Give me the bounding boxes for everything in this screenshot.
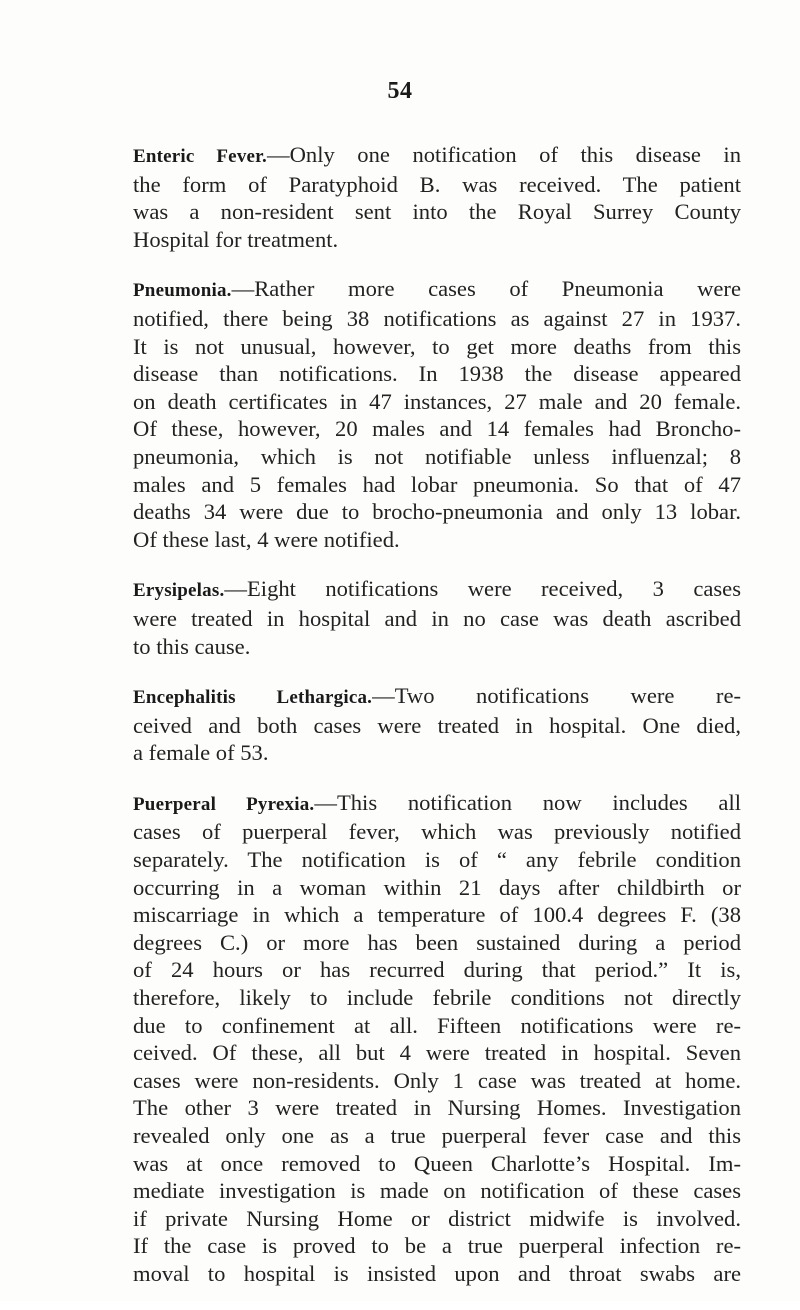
text-line: the form of Paratyphoid B. was received. The patient [133, 171, 741, 197]
document-body [133, 141, 741, 1310]
text-line: males and 5 females had lobar pneumonia. So that of 47 [133, 471, 741, 497]
text-line: disease than notifications. In 1938 the disease appeared [133, 361, 741, 387]
text-line: Hospital for treatment. [133, 226, 339, 252]
text-line: was at once removed to Queen Charlotte’s Hospital. Im- [133, 1150, 741, 1176]
text-line: pneumonia, which is not notifiable unless influenzal; 8 [133, 443, 741, 469]
text-line: Of these last, 4 were notified. [133, 526, 400, 552]
text-line: due to confinement at all. Fifteen notifications were re- [133, 1012, 741, 1038]
text-line: Erysipelas.—Eight notifications were received, 3 cases [133, 576, 741, 602]
text-line: were treated in hospital and in no case was death ascribed [133, 605, 741, 631]
text-line: Encephalitis Lethargica.—Two notifications were re- [133, 683, 741, 709]
paragraph-pneumonia [133, 275, 741, 553]
text-line: cases of puerperal fever, which was previously notified [133, 819, 741, 845]
text-line: was a non-resident sent into the Royal Surrey County [133, 199, 741, 225]
page-number: 54 [387, 78, 413, 104]
text-line: therefore, likely to include febrile conditions not directly [133, 985, 741, 1011]
section-heading: Puerperal Pyrexia. [133, 793, 315, 815]
text-line: degrees C.) or more has been sustained during a period [133, 929, 741, 955]
text-line: separately. The notification is of “ any febrile condition [133, 847, 741, 873]
paragraph-enteric-fever [133, 141, 741, 253]
section-heading: Pneumonia. [133, 280, 232, 302]
text-line: revealed only one as a true puerperal fever case and this [133, 1123, 741, 1148]
text-line: of 24 hours or has recurred during that period.” It is, [133, 957, 741, 983]
text-line: Puerperal Pyrexia.—This notification now includes all [133, 789, 742, 815]
text-line: ceived and both cases were treated in hospital. One died, [133, 712, 741, 738]
paragraph-erysipelas [133, 575, 741, 660]
text-line: Of these, however, 20 males and 14 females had Broncho- [133, 416, 741, 442]
text-line: mediate investigation is made on notification of these cases [133, 1178, 741, 1204]
text-line: Pneumonia.—Rather more cases of Pneumonia were [133, 276, 741, 302]
section-heading: Erysipelas. [133, 580, 225, 602]
text-line: on death certificates in 47 instances, 27 male and 20 female. [133, 388, 741, 414]
text-line: deaths 34 were due to brocho-pneumonia and only 13 lobar. [133, 499, 741, 525]
paragraph-puerperal-pyrexia [133, 789, 741, 1288]
text-line: cases were non-residents. Only 1 case was treated at home. [133, 1067, 741, 1093]
text-line: notified, there being 38 notifications as against 27 in 1937. [133, 305, 741, 331]
text-line: Enteric Fever.—Only one notification of this disease in [133, 142, 742, 167]
text-line: a female of 53. [133, 740, 269, 766]
text-line: ceived. Of these, all but 4 were treated in hospital. Seven [133, 1040, 741, 1066]
text-line: if private Nursing Home or district midwife is involved. [133, 1205, 741, 1231]
text-line: The other 3 were treated in Nursing Homes. Investigation [133, 1095, 741, 1121]
section-heading: Enteric Fever. [133, 146, 267, 167]
text-line: miscarriage in which a temperature of 100.4 degrees F. (38 [133, 902, 741, 928]
text-line: occurring in a woman within 21 days after childbirth or [133, 874, 741, 900]
text-line: It is not unusual, however, to get more deaths from this [133, 333, 741, 359]
text-line: If the case is proved to be a true puerperal infection re- [133, 1233, 741, 1259]
text-line: moval to hospital is insisted upon and throat swabs are [133, 1260, 741, 1286]
section-heading: Encephalitis Lethargica. [133, 687, 373, 709]
text-line: to this cause. [133, 633, 251, 659]
paragraph-encephalitis-lethargica [133, 682, 741, 767]
